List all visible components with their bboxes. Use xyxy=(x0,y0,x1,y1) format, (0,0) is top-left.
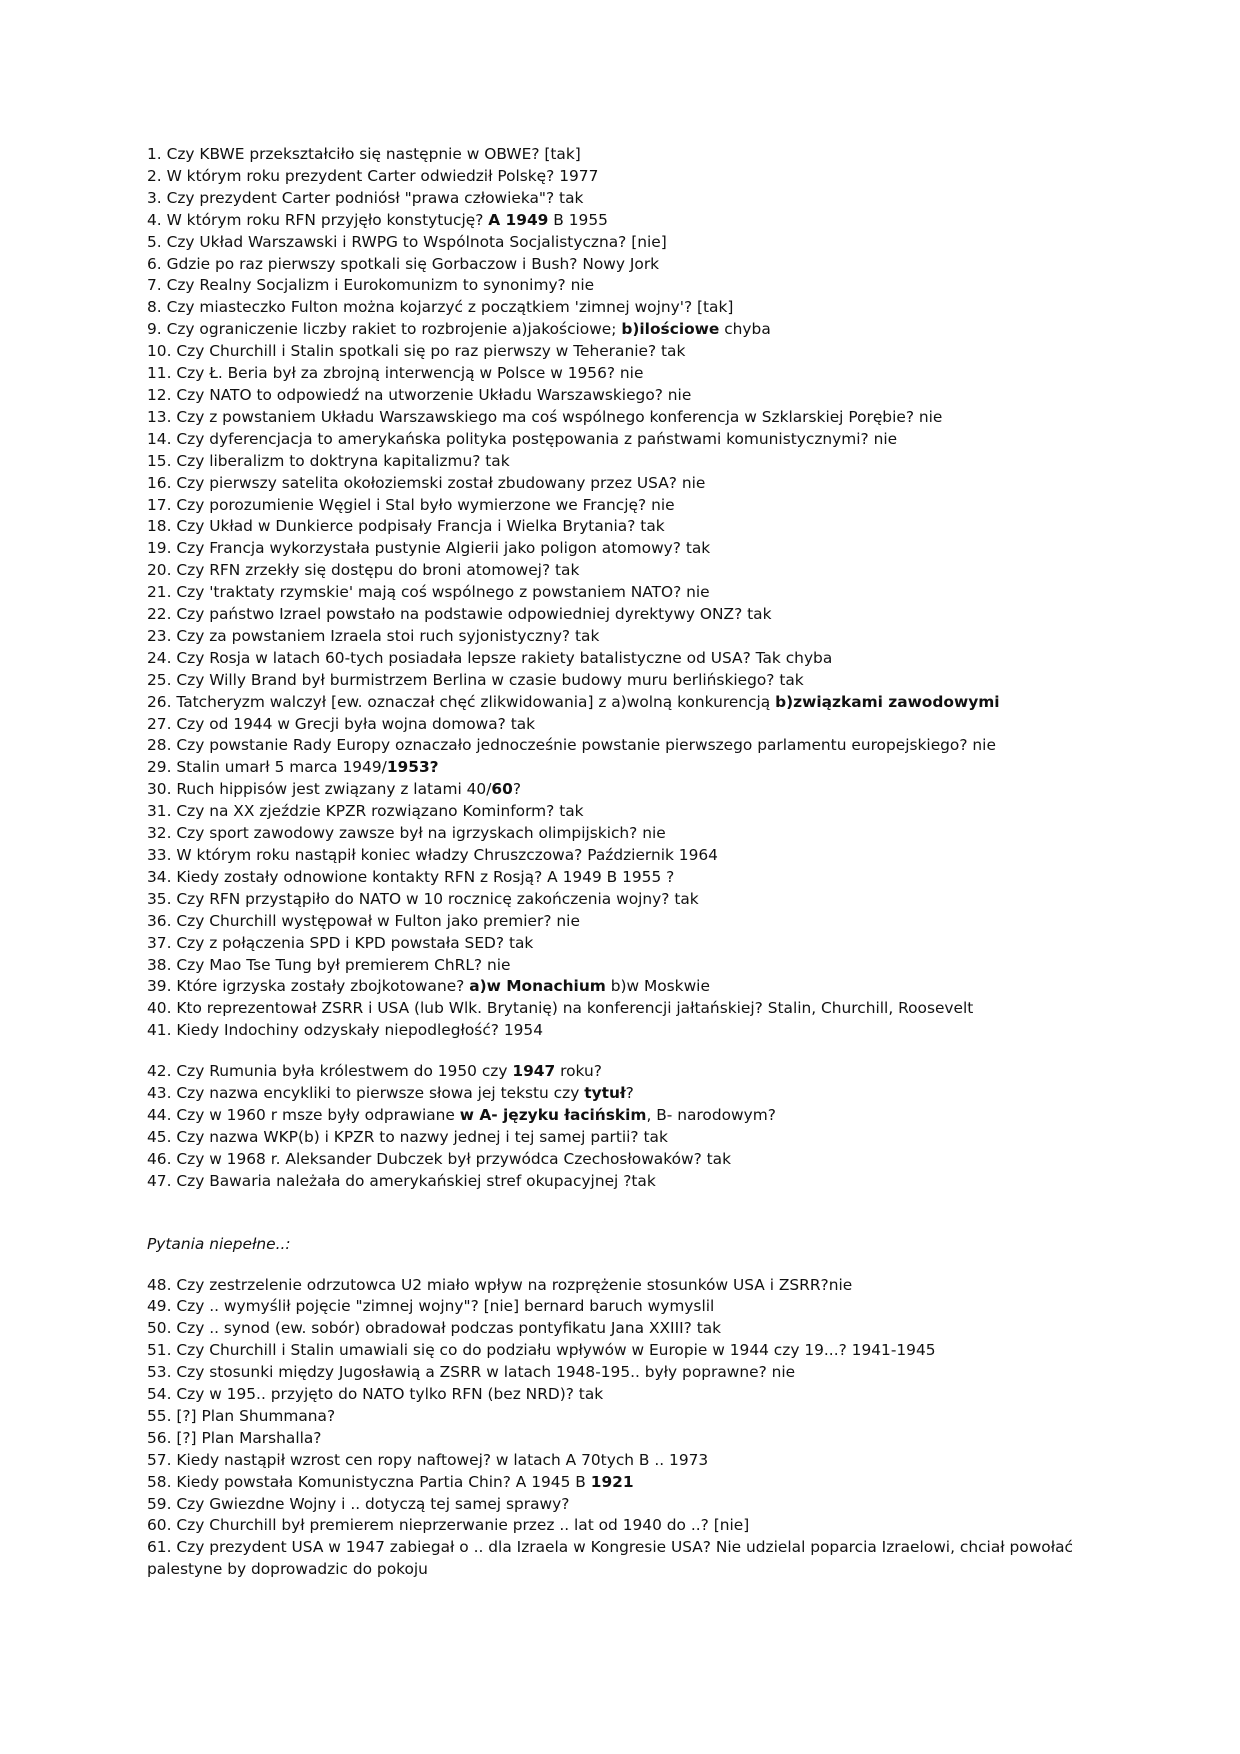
answer-highlight: 1921 xyxy=(590,1472,634,1491)
question-text: 32. Czy sport zawodowy zawsze był na igrzyskach olimpijskich? nie xyxy=(147,824,666,843)
question-text: 55. [?] Plan Shummana? xyxy=(147,1406,336,1425)
question-line xyxy=(147,1149,1147,1171)
question-text: 61. Czy prezydent USA w 1947 zabiegał o .. dla Izraela w Kongresie USA? Nie udzielal poparcia Izraelowi, chciał powołać palestyne by doprowadzic do pokoju xyxy=(147,1538,1073,1579)
question-text: 20. Czy RFN zrzekły się dostępu do broni atomowej? tak xyxy=(147,561,580,580)
question-line xyxy=(147,933,1147,955)
question-line xyxy=(147,998,1147,1020)
question-text: 25. Czy Willy Brand był burmistrzem Berlina w czasie budowy muru berlińskiego? tak xyxy=(147,670,804,689)
question-line xyxy=(147,275,1147,297)
question-text: 35. Czy RFN przystąpiło do NATO w 10 rocznicę zakończenia wojny? tak xyxy=(147,889,699,908)
question-line xyxy=(147,779,1147,801)
question-line xyxy=(147,363,1147,385)
question-text: 38. Czy Mao Tse Tung był premierem ChRL? nie xyxy=(147,955,511,974)
question-text: 2. W którym roku prezydent Carter odwiedził Polskę? 1977 xyxy=(147,166,599,185)
question-line xyxy=(147,867,1147,889)
question-text: 51. Czy Churchill i Stalin umawiali się co do podziału wpływów w Europie w 1944 czy 19...? 1941-1945 xyxy=(147,1341,936,1360)
question-line xyxy=(147,1061,1147,1083)
answer-highlight: A 1949 xyxy=(488,210,549,229)
document-page xyxy=(147,144,1147,1581)
question-text: b)w Moskwie xyxy=(605,977,710,996)
question-line xyxy=(147,473,1147,495)
answer-highlight: 1953? xyxy=(386,758,439,777)
question-list-incomplete xyxy=(147,1275,1147,1582)
question-text: 49. Czy .. wymyślił pojęcie "zimnej wojny"? [nie] bernard baruch wymyslil xyxy=(147,1297,715,1316)
question-text: 45. Czy nazwa WKP(b) i KPZR to nazwy jednej i tej samej partii? tak xyxy=(147,1127,668,1146)
question-list-part2 xyxy=(147,1061,1147,1192)
question-text: 16. Czy pierwszy satelita okołoziemski został zbudowany przez USA? nie xyxy=(147,473,706,492)
question-line xyxy=(147,1127,1147,1149)
question-line xyxy=(147,1020,1147,1042)
question-line xyxy=(147,1083,1147,1105)
question-text: 59. Czy Gwiezdne Wojny i .. dotyczą tej samej sprawy? xyxy=(147,1494,570,1513)
question-text: 56. [?] Plan Marshalla? xyxy=(147,1428,322,1447)
question-line xyxy=(147,582,1147,604)
question-text: 53. Czy stosunki między Jugosławią a ZSRR w latach 1948-195.. były poprawne? nie xyxy=(147,1363,796,1382)
question-line xyxy=(147,626,1147,648)
question-line xyxy=(147,516,1147,538)
question-line xyxy=(147,692,1147,714)
question-text: 24. Czy Rosja w latach 60-tych posiadała lepsze rakiety batalistyczne od USA? Tak chyba xyxy=(147,648,833,667)
question-line xyxy=(147,451,1147,473)
question-text: B 1955 xyxy=(548,210,608,229)
question-text: 36. Czy Churchill występował w Fulton jako premier? nie xyxy=(147,911,580,930)
question-text: 57. Kiedy nastąpił wzrost cen ropy naftowej? w latach A 70tych B .. 1973 xyxy=(147,1450,709,1469)
question-line xyxy=(147,1296,1147,1318)
question-line xyxy=(147,801,1147,823)
question-line xyxy=(147,232,1147,254)
question-text: 13. Czy z powstaniem Układu Warszawskiego ma coś wspólnego konferencja w Szklarskiej Porębie? nie xyxy=(147,407,943,426)
question-line xyxy=(147,495,1147,517)
question-text: roku? xyxy=(555,1062,602,1081)
question-text: 21. Czy 'traktaty rzymskie' mają coś wspólnego z powstaniem NATO? nie xyxy=(147,583,710,602)
question-text: 42. Czy Rumunia była królestwem do 1950 czy xyxy=(147,1062,513,1081)
answer-highlight: w A- języku łacińskim xyxy=(459,1105,647,1124)
section-spacer xyxy=(147,1193,1147,1234)
question-line xyxy=(147,1340,1147,1362)
question-line xyxy=(147,1362,1147,1384)
question-line xyxy=(147,1494,1147,1516)
question-text: 11. Czy Ł. Beria był za zbrojną interwencją w Polsce w 1956? nie xyxy=(147,364,644,383)
question-line xyxy=(147,1450,1147,1472)
question-text: 4. W którym roku RFN przyjęło konstytucję? xyxy=(147,210,489,229)
question-text: 22. Czy państwo Izrael powstało na podstawie odpowiedniej dyrektywy ONZ? tak xyxy=(147,605,772,624)
question-line xyxy=(147,1537,1147,1581)
question-line xyxy=(147,1406,1147,1428)
question-line xyxy=(147,188,1147,210)
question-text: 31. Czy na XX zjeździe KPZR rozwiązano Kominform? tak xyxy=(147,802,584,821)
question-line xyxy=(147,254,1147,276)
question-line xyxy=(147,166,1147,188)
question-line xyxy=(147,1318,1147,1340)
question-text: 29. Stalin umarł 5 marca 1949/ xyxy=(147,758,387,777)
question-text: 44. Czy w 1960 r msze były odprawiane xyxy=(147,1105,460,1124)
question-line xyxy=(147,889,1147,911)
question-line xyxy=(147,1515,1147,1537)
question-text: 8. Czy miasteczko Fulton można kojarzyć z początkiem 'zimnej wojny'? [tak] xyxy=(147,298,734,317)
question-text: 39. Które igrzyska zostały zbojkotowane? xyxy=(147,977,470,996)
section-spacer xyxy=(147,1042,1147,1061)
answer-highlight: b)związkami zawodowymi xyxy=(775,692,1000,711)
question-text: 26. Tatcheryzm walczył [ew. oznaczał chęć zlikwidowania] z a)wolną konkurencją xyxy=(147,692,776,711)
question-text: 37. Czy z połączenia SPD i KPD powstała SED? tak xyxy=(147,933,534,952)
question-text: , B- narodowym? xyxy=(646,1105,776,1124)
question-text: 58. Kiedy powstała Komunistyczna Partia Chin? A 1945 B xyxy=(147,1472,591,1491)
question-text: 15. Czy liberalizm to doktryna kapitalizmu? tak xyxy=(147,451,510,470)
question-text: 10. Czy Churchill i Stalin spotkali się po raz pierwszy w Teheranie? tak xyxy=(147,342,686,361)
question-text: 5. Czy Układ Warszawski i RWPG to Wspólnota Socjalistyczna? [nie] xyxy=(147,232,667,251)
question-line xyxy=(147,757,1147,779)
question-line xyxy=(147,823,1147,845)
question-text: 14. Czy dyferencjacja to amerykańska polityka postępowania z państwami komunistycznymi? nie xyxy=(147,429,898,448)
question-line xyxy=(147,297,1147,319)
answer-highlight: tytuł xyxy=(584,1084,626,1103)
question-text: ? xyxy=(625,1084,634,1103)
question-line xyxy=(147,1105,1147,1127)
question-text: 23. Czy za powstaniem Izraela stoi ruch syjonistyczny? tak xyxy=(147,626,600,645)
answer-highlight: 60 xyxy=(491,780,513,799)
question-text: 27. Czy od 1944 w Grecji była wojna domowa? tak xyxy=(147,714,536,733)
question-line xyxy=(147,538,1147,560)
question-text: 30. Ruch hippisów jest związany z latami 40/ xyxy=(147,780,492,799)
question-line xyxy=(147,1384,1147,1406)
question-text: 28. Czy powstanie Rady Europy oznaczało jednocześnie powstanie pierwszego parlamentu europejskiego? nie xyxy=(147,736,996,755)
question-line xyxy=(147,341,1147,363)
question-text: chyba xyxy=(719,320,771,339)
question-line xyxy=(147,1428,1147,1450)
answer-highlight: 1947 xyxy=(512,1062,556,1081)
question-text: 34. Kiedy zostały odnowione kontakty RFN z Rosją? A 1949 B 1955 ? xyxy=(147,867,675,886)
question-text: 17. Czy porozumienie Węgiel i Stal było wymierzone we Francję? nie xyxy=(147,495,675,514)
question-line xyxy=(147,407,1147,429)
question-line xyxy=(147,735,1147,757)
answer-highlight: b)ilościowe xyxy=(621,320,720,339)
question-line xyxy=(147,144,1147,166)
question-line xyxy=(147,604,1147,626)
question-text: 7. Czy Realny Socjalizm i Eurokomunizm to synonimy? nie xyxy=(147,276,595,295)
question-line xyxy=(147,911,1147,933)
question-line xyxy=(147,714,1147,736)
question-text: 48. Czy zestrzelenie odrzutowca U2 miało wpływ na rozprężenie stosunków USA i ZSRR?nie xyxy=(147,1275,853,1294)
question-line xyxy=(147,210,1147,232)
question-text: 50. Czy .. synod (ew. sobór) obradował podczas pontyfikatu Jana XXIII? tak xyxy=(147,1319,722,1338)
question-line xyxy=(147,976,1147,998)
question-text: 43. Czy nazwa encykliki to pierwsze słowa jej tekstu czy xyxy=(147,1084,585,1103)
question-text: 54. Czy w 195.. przyjęto do NATO tylko RFN (bez NRD)? tak xyxy=(147,1385,604,1404)
question-text: 33. W którym roku nastąpił koniec władzy Chruszczowa? Październik 1964 xyxy=(147,846,718,864)
question-line xyxy=(147,845,1147,867)
question-text: 60. Czy Churchill był premierem nieprzerwanie przez .. lat od 1940 do ..? [nie] xyxy=(147,1516,750,1535)
incomplete-questions-heading: Pytania niepełne..: xyxy=(147,1234,291,1253)
section-spacer xyxy=(147,1256,1147,1275)
question-line xyxy=(147,560,1147,582)
question-text: 40. Kto reprezentował ZSRR i USA (lub Wlk. Brytanię) na konferencji jałtańskiej? Stalin, Churchill, Roosevelt xyxy=(147,999,974,1018)
question-text: 6. Gdzie po raz pierwszy spotkali się Gorbaczow i Bush? Nowy Jork xyxy=(147,254,660,273)
question-line xyxy=(147,429,1147,451)
question-text: 46. Czy w 1968 r. Aleksander Dubczek był przywódca Czechosłowaków? tak xyxy=(147,1149,732,1168)
question-text: 9. Czy ograniczenie liczby rakiet to rozbrojenie a)jakościowe; xyxy=(147,320,622,339)
question-line xyxy=(147,385,1147,407)
question-line xyxy=(147,955,1147,977)
question-text: 41. Kiedy Indochiny odzyskały niepodległość? 1954 xyxy=(147,1021,544,1040)
question-list-part1 xyxy=(147,144,1147,1042)
question-text: 12. Czy NATO to odpowiedź na utworzenie Układu Warszawskiego? nie xyxy=(147,385,692,404)
question-text: 19. Czy Francja wykorzystała pustynie Algierii jako poligon atomowy? tak xyxy=(147,539,711,558)
question-line xyxy=(147,1275,1147,1297)
question-line xyxy=(147,670,1147,692)
question-text: 18. Czy Układ w Dunkierce podpisały Francja i Wielka Brytania? tak xyxy=(147,517,665,536)
question-line xyxy=(147,319,1147,341)
question-text: ? xyxy=(512,780,521,799)
question-text: 1. Czy KBWE przekształciło się następnie w OBWE? [tak] xyxy=(147,145,581,163)
question-line xyxy=(147,1472,1147,1494)
question-text: 47. Czy Bawaria należała do amerykańskiej stref okupacyjnej ?tak xyxy=(147,1171,656,1190)
question-line xyxy=(147,648,1147,670)
question-line xyxy=(147,1171,1147,1193)
answer-highlight: a)w Monachium xyxy=(469,977,606,996)
question-text: 3. Czy prezydent Carter podniósł "prawa człowieka"? tak xyxy=(147,188,584,207)
